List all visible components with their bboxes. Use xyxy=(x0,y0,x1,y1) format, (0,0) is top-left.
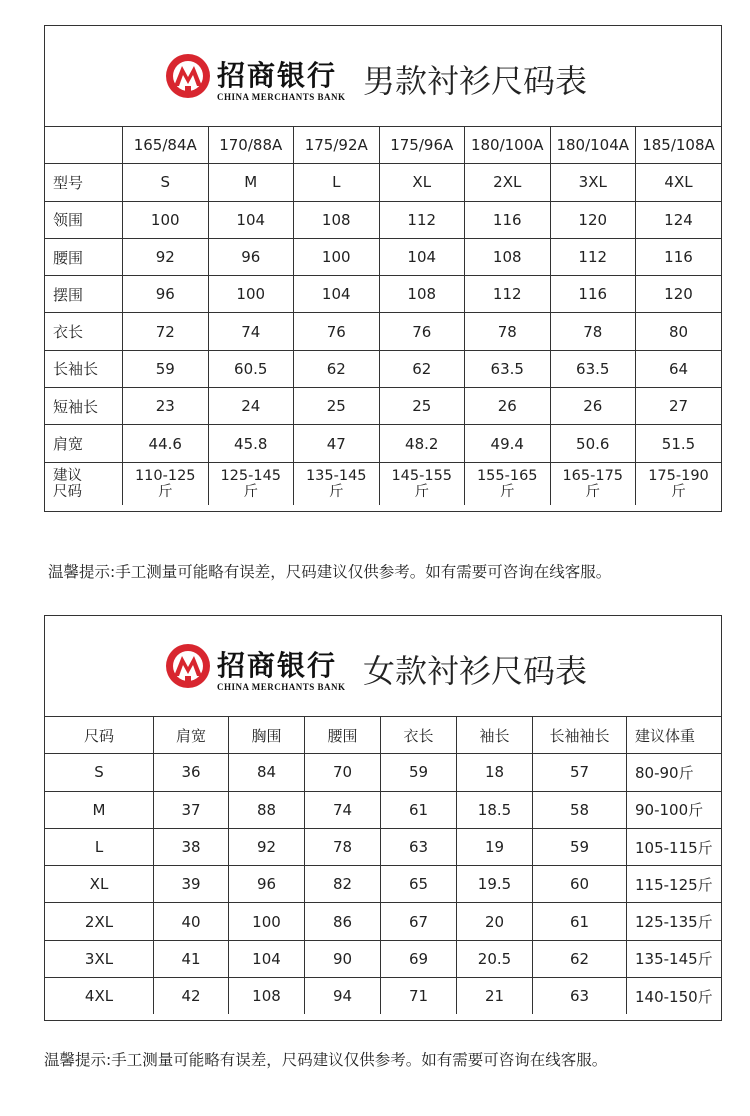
table-cell: 112 xyxy=(379,201,465,238)
women-size-table xyxy=(45,717,721,1014)
table-cell: 78 xyxy=(465,313,551,350)
header-cell: 袖长 xyxy=(457,717,533,754)
table-cell: 96 xyxy=(229,866,305,903)
table-cell: 104 xyxy=(379,238,465,275)
weight-line: 135-145 xyxy=(305,467,367,484)
row-label-line: 尺码 xyxy=(53,483,82,500)
table-row xyxy=(45,828,721,865)
table-cell: 125-135斤 xyxy=(627,903,722,940)
header-cell: 建议体重 xyxy=(627,717,722,754)
table-cell xyxy=(123,462,209,505)
table-row xyxy=(45,350,721,387)
row-label: S xyxy=(45,754,154,791)
table-cell: 90-100斤 xyxy=(627,791,722,828)
table-cell: 61 xyxy=(381,791,457,828)
table-cell: 80 xyxy=(636,313,722,350)
header-cell: 170/88A xyxy=(208,127,294,164)
table-cell: 62 xyxy=(533,940,627,977)
table-cell: 61 xyxy=(533,903,627,940)
table-cell: XL xyxy=(379,164,465,201)
table-cell: 120 xyxy=(550,201,636,238)
table-cell: 59 xyxy=(533,828,627,865)
men-chart-header xyxy=(45,26,721,127)
weight-line: 斤 xyxy=(329,483,344,500)
table-cell: 104 xyxy=(294,276,380,313)
header-cell: 肩宽 xyxy=(154,717,229,754)
table-cell: 112 xyxy=(465,276,551,313)
table-cell: 124 xyxy=(636,201,722,238)
table-header-row xyxy=(45,127,721,164)
bank-name-en: CHINA MERCHANTS BANK xyxy=(217,92,346,102)
table-cell: 42 xyxy=(154,978,229,1015)
table-header-row xyxy=(45,717,721,754)
row-label: XL xyxy=(45,866,154,903)
table-cell: 62 xyxy=(294,350,380,387)
table-cell: 72 xyxy=(123,313,209,350)
table-cell: 112 xyxy=(550,238,636,275)
row-label: L xyxy=(45,828,154,865)
table-cell: 23 xyxy=(123,388,209,425)
row-label: 腰围 xyxy=(45,238,123,275)
table-cell: 45.8 xyxy=(208,425,294,462)
table-cell xyxy=(379,462,465,505)
row-label: 衣长 xyxy=(45,313,123,350)
weight-line: 155-165 xyxy=(476,467,538,484)
table-cell: 44.6 xyxy=(123,425,209,462)
table-cell: 116 xyxy=(550,276,636,313)
table-cell: 21 xyxy=(457,978,533,1015)
row-label-line: 建议 xyxy=(53,467,82,484)
table-cell: 80-90斤 xyxy=(627,754,722,791)
table-cell: 19 xyxy=(457,828,533,865)
weight-line: 斤 xyxy=(414,483,429,500)
table-cell: 25 xyxy=(294,388,380,425)
weight-line: 125-145 xyxy=(220,467,282,484)
table-cell: 18 xyxy=(457,754,533,791)
table-cell: 90 xyxy=(305,940,381,977)
row-label: 长袖长 xyxy=(45,350,123,387)
table-cell: 71 xyxy=(381,978,457,1015)
bank-name-cn: 招商银行 xyxy=(217,649,338,682)
table-cell: M xyxy=(208,164,294,201)
row-label: 肩宽 xyxy=(45,425,123,462)
cmb-logo-icon xyxy=(165,53,211,99)
weight-line: 110-125 xyxy=(134,467,196,484)
weight-line: 斤 xyxy=(585,483,600,500)
table-cell xyxy=(550,462,636,505)
table-cell: 78 xyxy=(550,313,636,350)
table-cell: 104 xyxy=(229,940,305,977)
table-cell: 96 xyxy=(208,238,294,275)
table-row xyxy=(45,388,721,425)
header-cell: 180/100A xyxy=(465,127,551,164)
women-size-chart xyxy=(44,615,722,1021)
row-label: 4XL xyxy=(45,978,154,1015)
table-cell: 25 xyxy=(379,388,465,425)
table-cell: 47 xyxy=(294,425,380,462)
row-label: 2XL xyxy=(45,903,154,940)
table-cell: 60.5 xyxy=(208,350,294,387)
weight-line: 斤 xyxy=(243,483,258,500)
table-cell: 84 xyxy=(229,754,305,791)
header-cell: 165/84A xyxy=(123,127,209,164)
table-cell xyxy=(636,462,722,505)
header-cell: 尺码 xyxy=(45,717,154,754)
table-cell: 18.5 xyxy=(457,791,533,828)
header-cell: 175/96A xyxy=(379,127,465,164)
cmb-logo-icon xyxy=(165,643,211,689)
table-cell: 96 xyxy=(123,276,209,313)
table-cell: 115-125斤 xyxy=(627,866,722,903)
table-cell: S xyxy=(123,164,209,201)
table-cell: 26 xyxy=(465,388,551,425)
table-cell: 100 xyxy=(123,201,209,238)
table-cell: 58 xyxy=(533,791,627,828)
men-size-chart xyxy=(44,25,722,512)
header-cell: 胸围 xyxy=(229,717,305,754)
row-label: 型号 xyxy=(45,164,123,201)
table-cell: 74 xyxy=(305,791,381,828)
row-label: 短袖长 xyxy=(45,388,123,425)
header-cell: 180/104A xyxy=(550,127,636,164)
table-cell: 3XL xyxy=(550,164,636,201)
weight-line: 175-190 xyxy=(648,467,709,484)
table-cell: 78 xyxy=(305,828,381,865)
row-label: M xyxy=(45,791,154,828)
table-cell: 60 xyxy=(533,866,627,903)
table-row xyxy=(45,276,721,313)
table-cell: 64 xyxy=(636,350,722,387)
table-cell: 76 xyxy=(379,313,465,350)
table-cell: 27 xyxy=(636,388,722,425)
women-chart-header xyxy=(45,616,721,717)
table-cell: 59 xyxy=(123,350,209,387)
table-row xyxy=(45,313,721,350)
table-cell: 100 xyxy=(229,903,305,940)
table-cell: 48.2 xyxy=(379,425,465,462)
table-cell: 92 xyxy=(229,828,305,865)
table-cell: 57 xyxy=(533,754,627,791)
table-cell: 65 xyxy=(381,866,457,903)
table-cell: 70 xyxy=(305,754,381,791)
table-cell: 120 xyxy=(636,276,722,313)
table-cell: 4XL xyxy=(636,164,722,201)
table-cell: 50.6 xyxy=(550,425,636,462)
weight-line: 斤 xyxy=(671,483,686,500)
table-row xyxy=(45,462,721,505)
header-cell: 185/108A xyxy=(636,127,722,164)
header-cell: 衣长 xyxy=(381,717,457,754)
men-chart-title: 男款衬衫尺码表 xyxy=(363,62,588,100)
table-row xyxy=(45,940,721,977)
table-row xyxy=(45,164,721,201)
row-label xyxy=(45,462,123,505)
table-cell: 49.4 xyxy=(465,425,551,462)
table-cell: 116 xyxy=(465,201,551,238)
table-cell: 67 xyxy=(381,903,457,940)
table-cell: 82 xyxy=(305,866,381,903)
table-row xyxy=(45,903,721,940)
weight-line: 斤 xyxy=(158,483,173,500)
table-cell: 135-145斤 xyxy=(627,940,722,977)
bank-name-cn: 招商银行 xyxy=(217,59,338,92)
table-cell: 108 xyxy=(465,238,551,275)
women-chart-title: 女款衬衫尺码表 xyxy=(363,652,588,690)
table-cell: 100 xyxy=(208,276,294,313)
table-cell: 76 xyxy=(294,313,380,350)
table-row xyxy=(45,201,721,238)
row-label: 摆围 xyxy=(45,276,123,313)
table-cell: 24 xyxy=(208,388,294,425)
table-row xyxy=(45,978,721,1015)
women-measure-tip: 温馨提示:手工测量可能略有误差，尺码建议仅供参考。如有需要可咨询在线客服。 xyxy=(44,1051,608,1069)
table-cell: 59 xyxy=(381,754,457,791)
table-cell: 74 xyxy=(208,313,294,350)
table-cell: 108 xyxy=(229,978,305,1015)
table-cell: 41 xyxy=(154,940,229,977)
table-row xyxy=(45,866,721,903)
table-cell: 63.5 xyxy=(465,350,551,387)
table-cell: 108 xyxy=(379,276,465,313)
table-cell: 86 xyxy=(305,903,381,940)
table-cell: 62 xyxy=(379,350,465,387)
table-cell: 63 xyxy=(381,828,457,865)
table-cell: 51.5 xyxy=(636,425,722,462)
table-cell: 26 xyxy=(550,388,636,425)
table-cell: 37 xyxy=(154,791,229,828)
weight-line: 145-155 xyxy=(391,467,453,484)
table-cell: L xyxy=(294,164,380,201)
table-cell: 38 xyxy=(154,828,229,865)
table-cell: 100 xyxy=(294,238,380,275)
table-cell: 63 xyxy=(533,978,627,1015)
table-cell: 105-115斤 xyxy=(627,828,722,865)
table-cell: 88 xyxy=(229,791,305,828)
table-cell: 140-150斤 xyxy=(635,987,713,1006)
header-cell xyxy=(45,127,123,164)
table-cell: 20.5 xyxy=(457,940,533,977)
table-row xyxy=(45,754,721,791)
table-cell: 63.5 xyxy=(550,350,636,387)
header-cell: 175/92A xyxy=(294,127,380,164)
table-cell: 20 xyxy=(457,903,533,940)
table-cell: 39 xyxy=(154,866,229,903)
table-cell: 36 xyxy=(154,754,229,791)
table-cell: 116 xyxy=(636,238,722,275)
table-cell xyxy=(465,462,551,505)
table-cell xyxy=(294,462,380,505)
weight-line: 165-175 xyxy=(562,467,624,484)
men-size-table xyxy=(45,127,721,505)
row-label: 3XL xyxy=(45,940,154,977)
table-cell: 2XL xyxy=(465,164,551,201)
table-cell xyxy=(208,462,294,505)
table-cell: 19.5 xyxy=(457,866,533,903)
bank-name-en: CHINA MERCHANTS BANK xyxy=(217,682,346,692)
table-row xyxy=(45,791,721,828)
table-row xyxy=(45,425,721,462)
row-label: 领围 xyxy=(45,201,123,238)
table-cell: 108 xyxy=(294,201,380,238)
header-cell: 长袖袖长 xyxy=(533,717,627,754)
table-cell: 69 xyxy=(381,940,457,977)
weight-line: 斤 xyxy=(500,483,515,500)
table-cell: 40 xyxy=(154,903,229,940)
table-cell: 104 xyxy=(208,201,294,238)
table-cell: 94 xyxy=(305,978,381,1015)
table-row xyxy=(45,238,721,275)
men-measure-tip: 温馨提示:手工测量可能略有误差，尺码建议仅供参考。如有需要可咨询在线客服。 xyxy=(48,563,612,581)
table-cell: 92 xyxy=(123,238,209,275)
header-cell: 腰围 xyxy=(305,717,381,754)
